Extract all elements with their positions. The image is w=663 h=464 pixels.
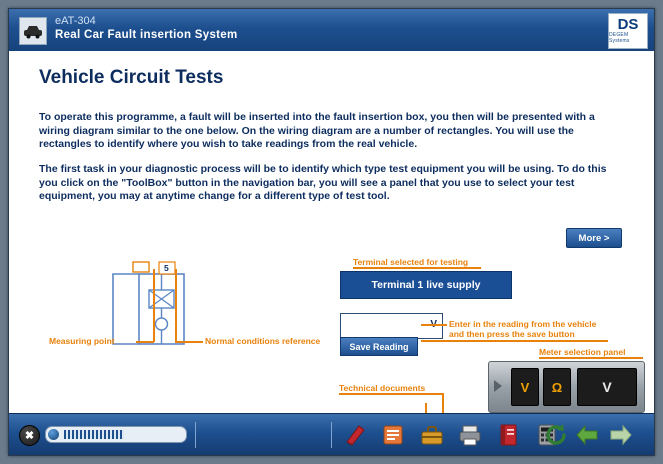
reload-icon[interactable] [543,422,569,448]
callout-technical-documents-underline [339,393,443,395]
left-arrow-icon[interactable] [494,380,502,392]
callout-meter-underline [539,357,643,359]
title-bar [9,9,654,52]
reading-input-wrapper[interactable] [340,313,443,339]
callout-normal-conditions-stem [175,269,177,342]
bottom-toolbar [9,413,654,456]
toolbar-divider-left [195,422,196,448]
meter-ohmmeter-button[interactable]: Ω [543,368,571,406]
callout-reading-underline [421,340,608,342]
meter-voltmeter-button[interactable]: V [511,368,539,406]
forward-icon[interactable] [607,422,633,448]
callout-measuring-point: Measuring point [49,336,115,346]
callout-technical-documents-stem [442,393,444,415]
callout-normal-conditions-line [175,341,203,343]
notes-icon[interactable] [377,420,411,450]
meter-display[interactable]: V [577,368,637,406]
progress-slider[interactable] [45,426,187,443]
callout-measuring-point-stem [153,269,155,342]
callout-terminal-underline [353,267,481,269]
more-button[interactable]: More > [566,228,622,248]
documents-icon[interactable] [493,420,527,450]
callout-reading-pointer [421,324,447,326]
terminal-button[interactable]: Terminal 1 live supply [340,271,512,299]
back-icon[interactable] [575,422,601,448]
callout-meter-panel: Meter selection panel [539,347,626,357]
window-title: Real Car Fault insertion System [55,29,238,41]
intro-paragraph-2: The first task in your diagnostic process will be to identify which type test equipment you will be using. To do this you click on the "ToolBox" button in the navigation bar, you will see a panel that you use to select your test equipment, you may at anytime change for a different type of test tool. [39,163,607,202]
content-area [9,51,654,413]
callout-reading-instructions-1: Enter in the reading from the vehicle [449,319,597,329]
callout-normal-conditions: Normal conditions reference [205,336,321,346]
car-icon [19,17,47,45]
close-icon[interactable]: ✖ [19,425,40,446]
callout-technical-documents: Technical documents [339,383,426,393]
tool-icons-group [339,420,565,450]
brand-sub: DEGEM Systems [609,32,630,44]
bookmark-icon[interactable] [339,420,373,450]
window-subtitle: eAT-304 [55,15,96,27]
print-icon[interactable] [454,420,488,450]
callout-measuring-point-line [136,341,154,343]
save-reading-button[interactable]: Save Reading [340,337,418,356]
slider-knob[interactable] [48,429,59,440]
meter-selection-panel [488,361,645,413]
toolbar-divider-right [331,422,332,448]
intro-paragraph-1: To operate this programme, a fault will be inserted into the fault insertion box, you then will be presented with a wiring diagram similar to the one below. On the wiring diagram are a number of rectangles. You will use the rectangles to identify where you wish to take readings from the real vehicle. [39,111,595,150]
application-window [8,8,655,456]
brand-mark: DS [617,16,639,33]
brand-logo [608,13,648,49]
progress-ticks [64,430,124,439]
callout-terminal-selected: Terminal selected for testing [353,257,469,267]
page-title: Vehicle Circuit Tests [39,67,224,88]
toolbox-icon[interactable] [416,420,450,450]
diagram-node-number: 5 [164,263,169,273]
callout-reading-instructions-2: and then press the save button [449,329,575,339]
